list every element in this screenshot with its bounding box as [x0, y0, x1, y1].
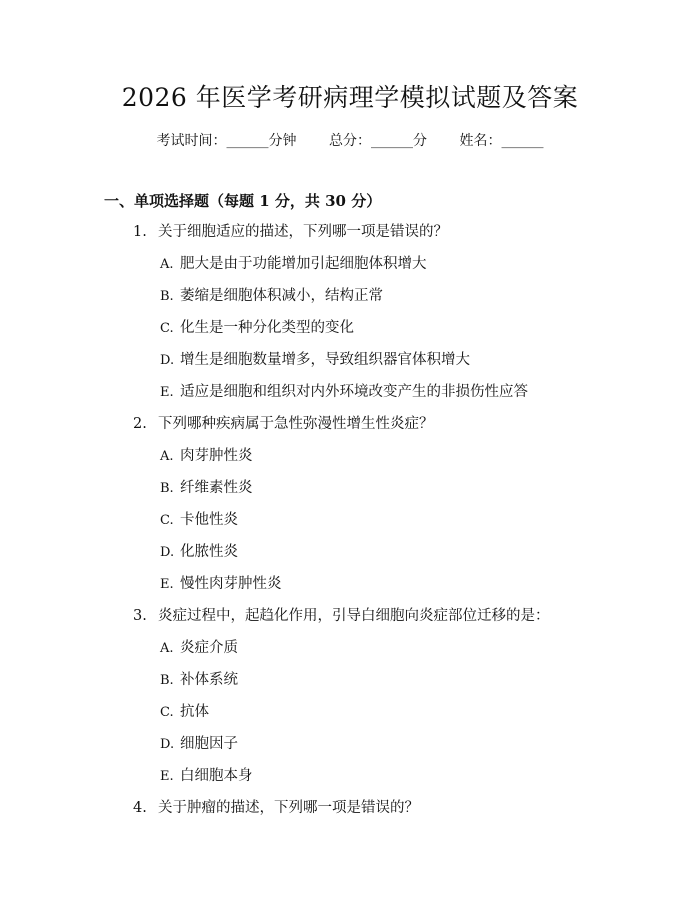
option-text: 抗体 [180, 704, 209, 720]
student-name-field: 姓名：______ [459, 133, 544, 149]
option-letter: D. [160, 545, 175, 560]
exam-time-field: 考试时间：______分钟 [156, 133, 297, 149]
question-number: 3. [133, 608, 147, 624]
question-number: 2. [133, 416, 147, 432]
question-1-option-d [160, 349, 470, 372]
question-3 [133, 605, 550, 627]
question-2-option-b [160, 477, 253, 500]
option-letter: D. [160, 737, 175, 752]
question-2-option-a [160, 445, 253, 468]
option-text: 补体系统 [180, 672, 238, 688]
question-3-option-d [160, 733, 238, 756]
option-letter: C. [160, 321, 174, 336]
question-3-option-a [160, 637, 238, 660]
question-1-option-b [160, 285, 383, 308]
option-text: 慢性肉芽肿性炎 [180, 576, 282, 592]
option-text: 萎缩是细胞体积减小，结构正常 [180, 288, 383, 304]
option-letter: C. [160, 513, 174, 528]
option-letter: A. [160, 449, 174, 464]
option-text: 适应是细胞和组织对内外环境改变产生的非损伤性应答 [180, 384, 528, 400]
option-text: 肥大是由于功能增加引起细胞体积增大 [180, 256, 427, 272]
question-1-option-e [160, 381, 528, 404]
question-3-option-e [160, 765, 253, 788]
question-1 [133, 221, 448, 243]
option-letter: B. [160, 289, 174, 304]
page-title: 2026 年医学考研病理学模拟试题及答案 [121, 83, 579, 112]
question-2-option-d [160, 541, 238, 564]
exam-meta [0, 130, 700, 152]
option-letter: E. [160, 769, 174, 784]
option-text: 炎症介质 [180, 640, 238, 656]
option-letter: E. [160, 577, 174, 592]
option-letter: D. [160, 353, 175, 368]
option-text: 化生是一种分化类型的变化 [180, 320, 354, 336]
question-text: 炎症过程中，起趋化作用，引导白细胞向炎症部位迁移的是： [158, 608, 550, 624]
section-heading: 一、单项选择题（每题 1 分，共 30 分） [104, 192, 382, 210]
option-text: 纤维素性炎 [180, 480, 253, 496]
option-letter: B. [160, 673, 174, 688]
option-letter: A. [160, 641, 174, 656]
option-text: 增生是细胞数量增多，导致组织器官体积增大 [180, 352, 470, 368]
question-3-option-c [160, 701, 209, 724]
question-1-option-c [160, 317, 354, 340]
question-1-option-a [160, 253, 427, 276]
option-letter: A. [160, 257, 174, 272]
option-text: 肉芽肿性炎 [180, 448, 253, 464]
option-letter: E. [160, 385, 174, 400]
option-letter: C. [160, 705, 174, 720]
question-number: 1. [133, 224, 147, 240]
question-2 [133, 413, 434, 435]
option-text: 卡他性炎 [180, 512, 238, 528]
question-text: 关于肿瘤的描述，下列哪一项是错误的？ [158, 800, 419, 816]
question-text: 关于细胞适应的描述，下列哪一项是错误的？ [158, 224, 448, 240]
question-2-option-c [160, 509, 238, 532]
option-text: 化脓性炎 [180, 544, 238, 560]
question-number: 4. [133, 800, 147, 816]
option-text: 细胞因子 [180, 736, 238, 752]
total-score-field: 总分：______分 [329, 133, 427, 149]
question-4 [133, 797, 419, 819]
question-text: 下列哪种疾病属于急性弥漫性增生性炎症？ [158, 416, 434, 432]
option-text: 白细胞本身 [180, 768, 253, 784]
question-3-option-b [160, 669, 238, 692]
option-letter: B. [160, 481, 174, 496]
question-2-option-e [160, 573, 282, 596]
